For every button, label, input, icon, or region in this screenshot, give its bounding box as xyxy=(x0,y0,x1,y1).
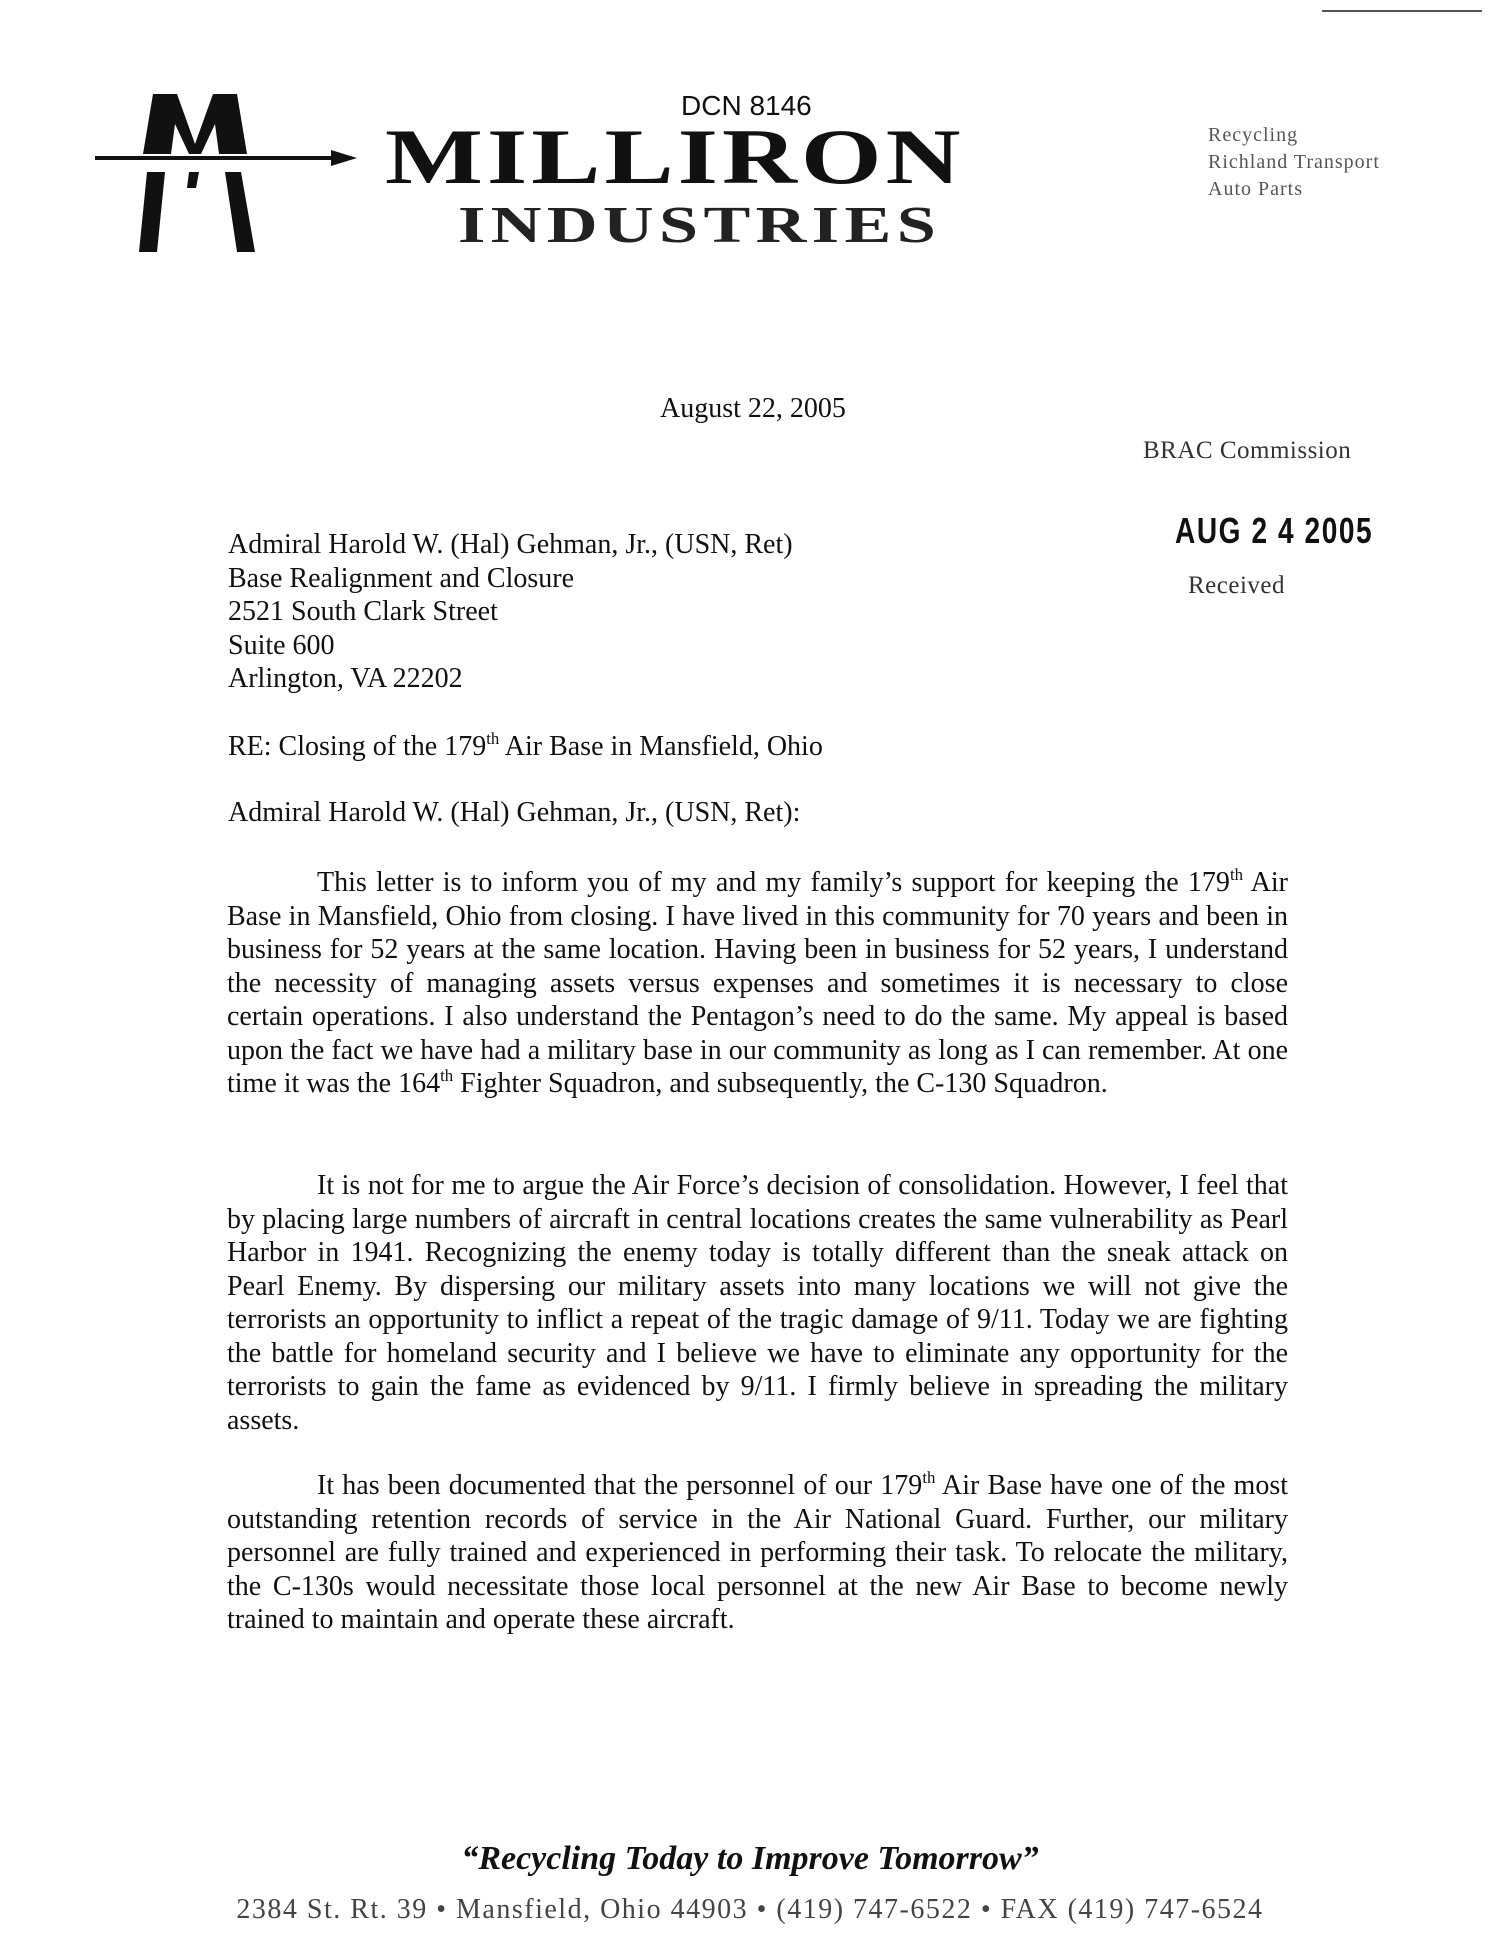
footer-slogan: “Recycling Today to Improve Tomorrow” xyxy=(461,1840,1039,1877)
company-name: MILLIRON xyxy=(385,113,965,200)
stamp-organization: BRAC Commission xyxy=(1143,437,1352,464)
para1-part-b: Air Base in Mansfield, Ohio from closing. I have lived in this community for 70 years and been in business for 52 years at the same location. Having been in business for 52 years, I understand the necessity of managing assets versus expenses and sometimes it is necessary to close certain operations. I also understand the Pentagon’s need to do the same. My appeal is based upon the fact we have had a military base in our community as long as I can remember. At one time it was the 164 xyxy=(227,867,1289,1099)
top-rule xyxy=(1322,10,1482,12)
division-list xyxy=(1208,122,1380,203)
division-item: Richland Transport xyxy=(1208,151,1380,173)
address-line: Base Realignment and Closure xyxy=(228,562,575,594)
letter-date: August 22, 2005 xyxy=(660,393,846,424)
body-paragraph-2: It is not for me to argue the Air Force’s decision of consolidation. However, I feel that by placing large numbers of aircraft in central locations creates the same vulnerability as Pearl Harbor in 1941. Recognizing the enemy today is totally different than the sneak attack on Pearl Enemy. By dispersing our military assets into many locations we will not give the terrorists an opportunity to inflict a repeat of the tragic damage of 9/11. Today we are fighting the battle for homeland security and I believe we have to eliminate any opportunity for the terrorists to gain the fame as evidenced by 9/11. I firmly believe in spreading the military assets. xyxy=(227,1170,1288,1436)
division-item: Auto Parts xyxy=(1208,178,1303,200)
address-line: 2521 South Clark Street xyxy=(228,596,498,627)
para3-sup-a: th xyxy=(922,1468,936,1488)
para3-part-b: Air Base have one of the most outstanding retention records of service in the Air National Guard. Further, our military personnel are fully trained and experienced in performing their task. To relocate the military, the C-130s would necessitate those local personnel at the new Air Base to become newly trained to maintain and operate these aircraft. xyxy=(227,1470,1288,1635)
division-item: Recycling xyxy=(1208,124,1299,146)
milliron-logo-icon xyxy=(95,92,365,252)
address-line: Admiral Harold W. (Hal) Gehman, Jr., (USN, Ret) xyxy=(228,529,793,560)
subject-prefix: RE: Closing of the 179 xyxy=(228,731,487,762)
para3-part-a: It has been documented that the personnel of our 179 xyxy=(317,1470,923,1501)
salutation: Admiral Harold W. (Hal) Gehman, Jr., (USN, Ret): xyxy=(228,797,801,828)
stamp-date: AUG 2 4 2005 xyxy=(1175,510,1374,551)
subject-suffix: Air Base in Mansfield, Ohio xyxy=(499,731,823,762)
para1-part-a: This letter is to inform you of my and my family’s support for keeping the 179 xyxy=(317,867,1230,898)
para1-sup-a: th xyxy=(1229,865,1243,885)
stamp-status: Received xyxy=(1188,572,1286,599)
dcn-number: DCN 8146 xyxy=(681,90,812,121)
body-paragraph-3 xyxy=(227,1469,1288,1637)
footer-address: 2384 St. Rt. 39 • Mansfield, Ohio 44903 • (419) 747-6522 • FAX (419) 747-6524 xyxy=(236,1894,1264,1925)
address-line: Arlington, VA 22202 xyxy=(228,663,463,694)
body-paragraph-1 xyxy=(227,866,1288,1101)
para1-part-c: Fighter Squadron, and subsequently, the C-130 Squadron. xyxy=(453,1068,1108,1099)
company-subtitle: INDUSTRIES xyxy=(458,197,942,254)
address-line: Suite 600 xyxy=(228,629,335,661)
subject-line xyxy=(228,731,823,763)
subject-sup: th xyxy=(486,729,500,749)
recipient-address xyxy=(228,528,793,696)
para1-sup-b: th xyxy=(440,1066,454,1086)
